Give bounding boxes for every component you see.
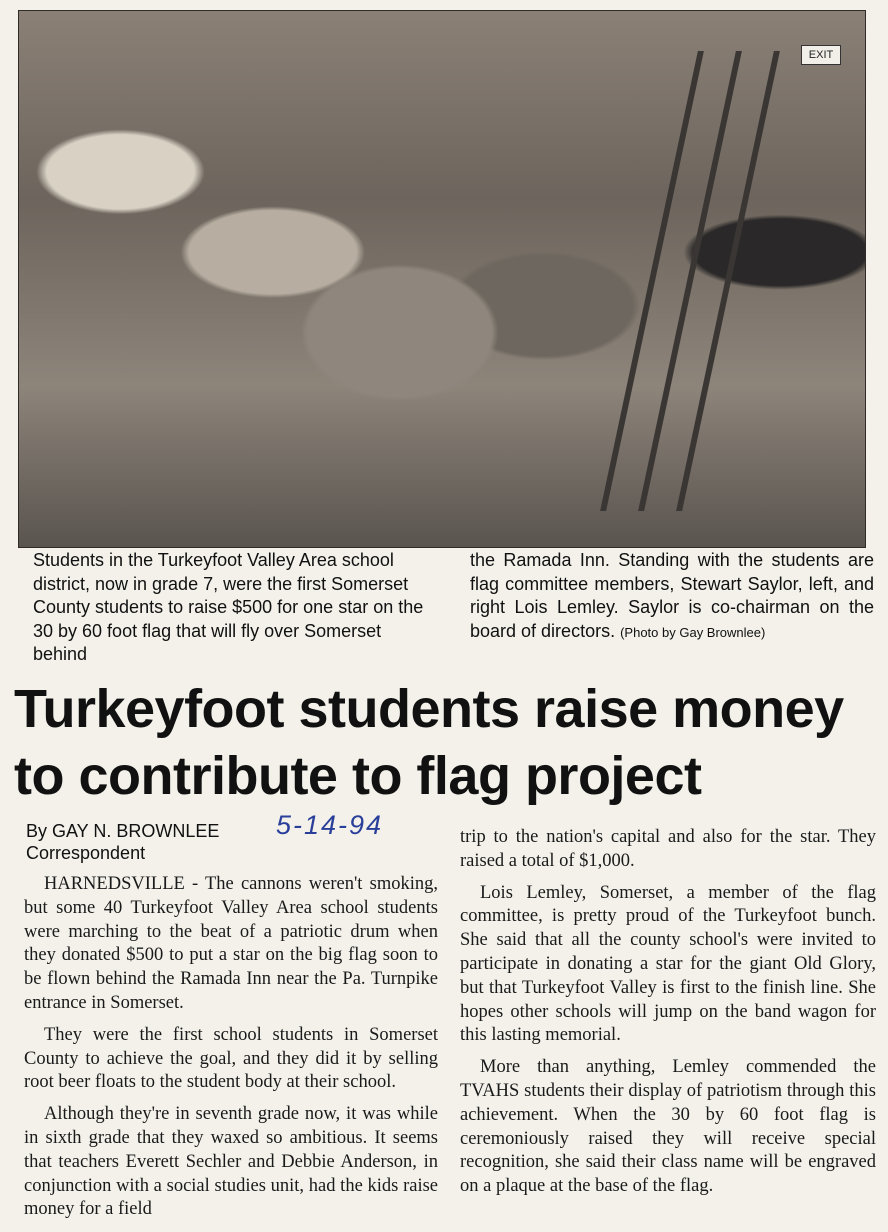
photo-caption-left: Students in the Turkeyfoot Valley Area school district, now in grade 7, were the first Somerset County students to raise $500 for one star on the 30 by 60 foot flag that will fly over Somerset behind	[33, 550, 424, 664]
headline	[14, 676, 884, 810]
photo-credit: (Photo by Gay Brownlee)	[620, 624, 766, 640]
photo-caption-right	[470, 549, 874, 644]
byline	[26, 820, 219, 864]
article-paragraph: HARNEDSVILLE - The cannons weren't smoking, but some 40 Turkeyfoot Valley Area school students were marching to the beat of a patriotic drum when they donated $500 to put a star on the big flag soon to be flown behind the Ramada Inn near the Pa. Turnpike entrance in Somerset.	[24, 874, 438, 1013]
article-paragraph: trip to the nation's capital and also for the star. They raised a total of $1,000.	[460, 827, 876, 871]
headline-line-2: to contribute to flag project	[14, 746, 702, 806]
article-paragraph: More than anything, Lemley commended the TVAHS students their display of patriotism through this achievement. When the 30 by 60 foot flag is ceremoniously raised they will receive special recognition, she said their class name will be engraved on a plaque at the base of the flag.	[460, 1057, 876, 1197]
article-paragraph: Although they're in seventh grade now, it was while in sixth grade that they waxed so ambitious. It seems that teachers Everett Sechler and Debbie Anderson, in conjunction with a social studies unit, had the kids raise money for a field	[24, 1104, 438, 1220]
photo-caption-right-text: the Ramada Inn. Standing with the students are flag committee members, Stewart Saylor, left, and right Lois Lemley. Saylor is co-chairman on the board of directors.	[470, 550, 874, 641]
group-photo	[18, 10, 866, 548]
headline-line-1: Turkeyfoot students raise money	[14, 679, 844, 739]
handwritten-date: 5-14-94	[276, 810, 384, 840]
byline-author: By GAY N. BROWNLEE	[26, 821, 220, 841]
article-paragraph: Lois Lemley, Somerset, a member of the flag committee, is pretty proud of the Turkeyfoot bunch. She said that all the county school's were invited to participate in donating a star for the giant Old Glory, but that Turkeyfoot Valley is first to the finish line. She hopes other schools will jump on the band wagon for this lasting memorial.	[460, 882, 876, 1046]
article-paragraph: They were the first school students in Somerset County to achieve the goal, and they did it by selling root beer floats to the student body at their school.	[24, 1024, 438, 1093]
article-column-right	[460, 826, 876, 1199]
byline-role: Correspondent	[26, 843, 146, 863]
article-column-left	[24, 873, 438, 1222]
exit-sign: EXIT	[801, 45, 841, 65]
